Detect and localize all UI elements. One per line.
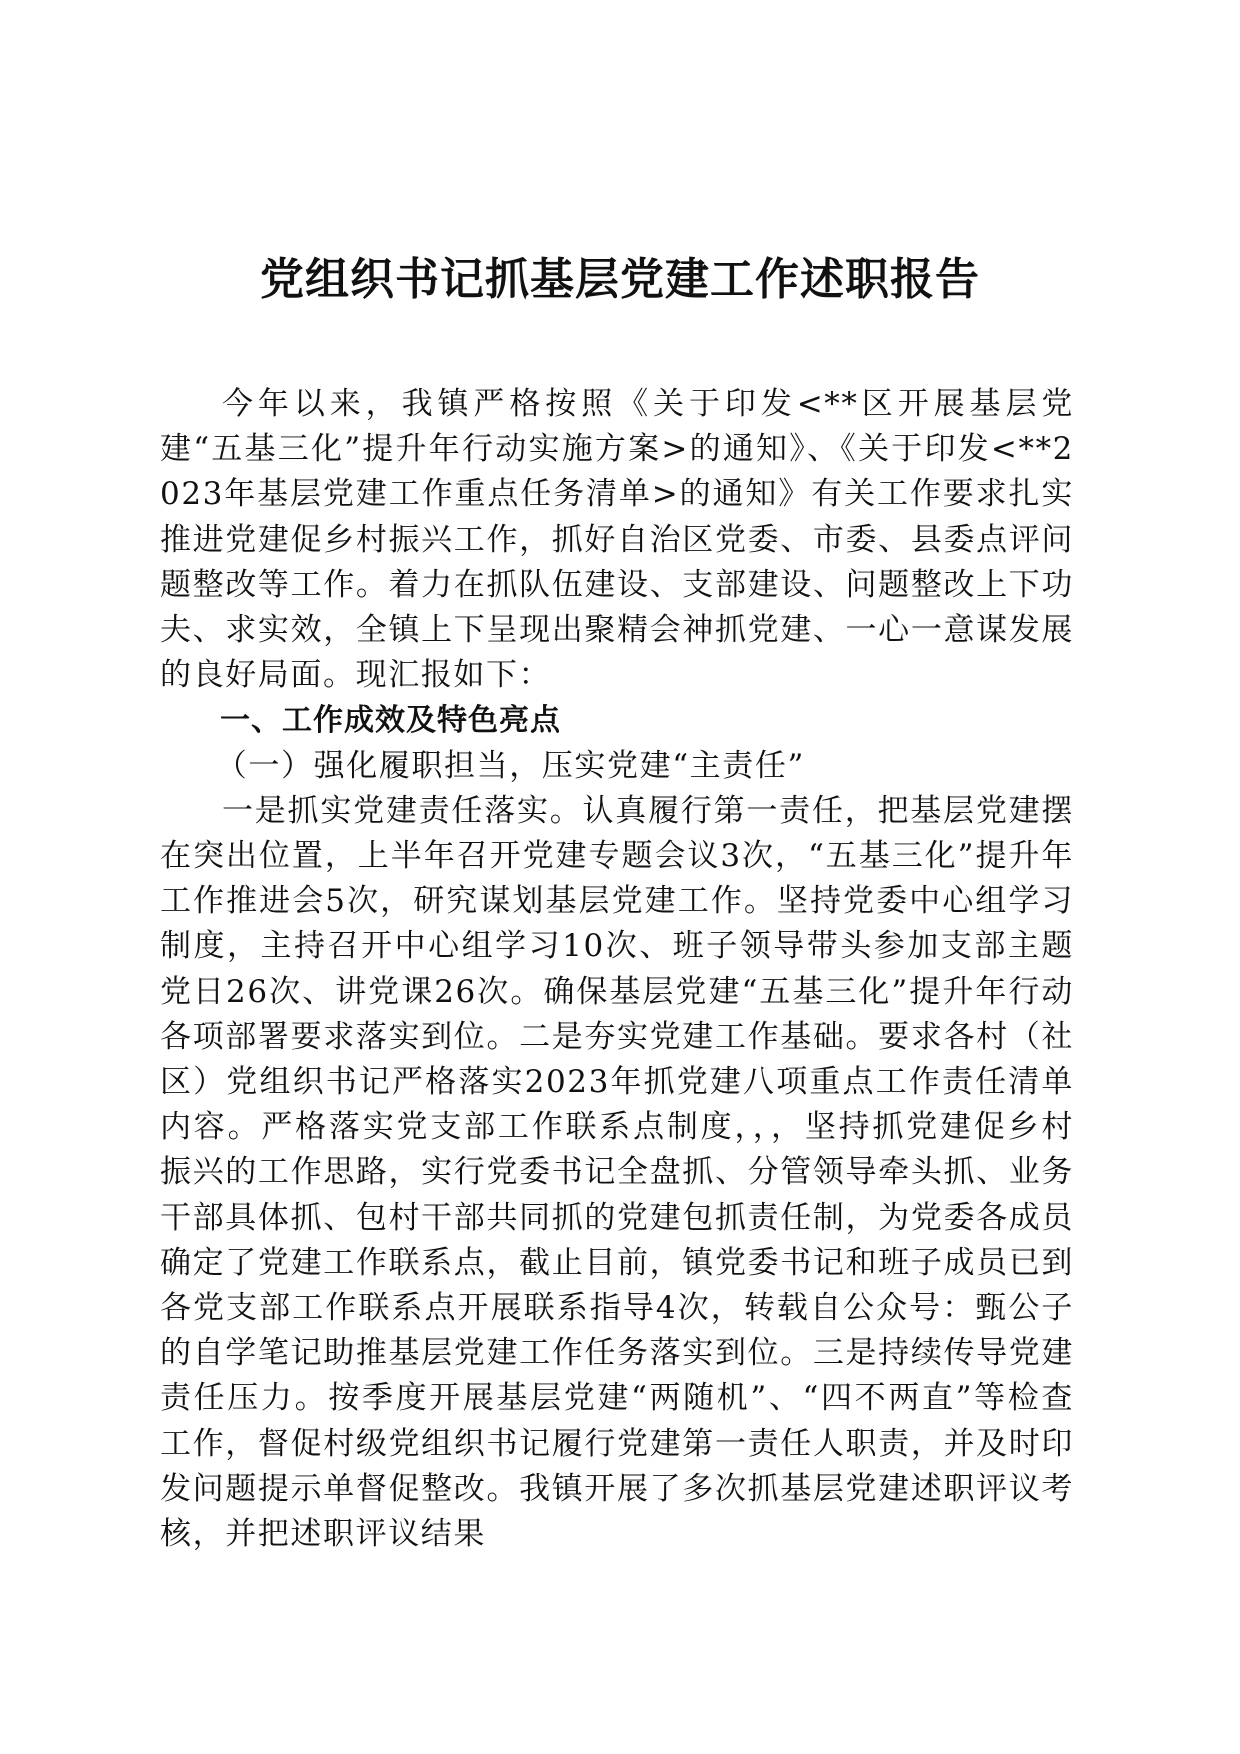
subsection-heading: （一）强化履职担当，压实党建“主责任” (215, 747, 805, 784)
section-heading: 一、工作成效及特色亮点 (220, 703, 561, 739)
body-paragraph: 一是抓实党建责任落实。认真履行第一责任，把基层党建摆在突出位置，上半年召开党建专题会议3次，“五基三化”提升年工作推进会5次，研究谋划基层党建工作。坚持党委中心组学习制度，主持召开中心组学习10次、班子领导带头参加支部主题党日26次、讲党课26次。确保基层党建“五基三化”提升年行动各项部署要求落实到位。二是夯实党建工作基础。要求各村（社区）党组织书记严格落实2023年抓党建八项重点工作责任清单内容。严格落实党支部工作联系点制度，，，坚持抓党建促乡村振兴的工作思路，实行党委书记全盘抓、分管领导牵头抓、业务干部具体抓、包村干部共同抓的党建包抓责任制，为党委各成员确定了党建工作联系点，截止目前，镇党委书记和班子成员已到各党支部工作联系点开展联系指导4次，转载自公众号：甄公子的自学笔记助推基层党建工作任务落实到位。三是持续传导党建责任压力。按季度开展基层党建“两随机”、“四不两直”等检查工作，督促村级党组织书记履行党建第一责任人职责，并及时印发问题提示单督促整改。我镇开展了多次抓基层党建述职评议考核，并把述职评议结果 (160, 792, 1074, 1553)
document-title: 党组织书记抓基层党建工作述职报告 (260, 254, 980, 305)
intro-paragraph: 今年以来，我镇严格按照《关于印发<**区开展基层党建“五基三化”提升年行动实施方案>的通知》、《关于印发<**2023年基层党建工作重点任务清单>的通知》有关工作要求扎实推进党建促乡村振兴工作，抓好自治区党委、市委、县委点评问题整改等工作。着力在抓队伍建设、支部建设、问题整改上下功夫、求实效，全镇上下呈现出聚精会神抓党建、一心一意谋发展的良好局面。现汇报如下： (160, 386, 1074, 694)
document-body (160, 382, 1074, 1557)
